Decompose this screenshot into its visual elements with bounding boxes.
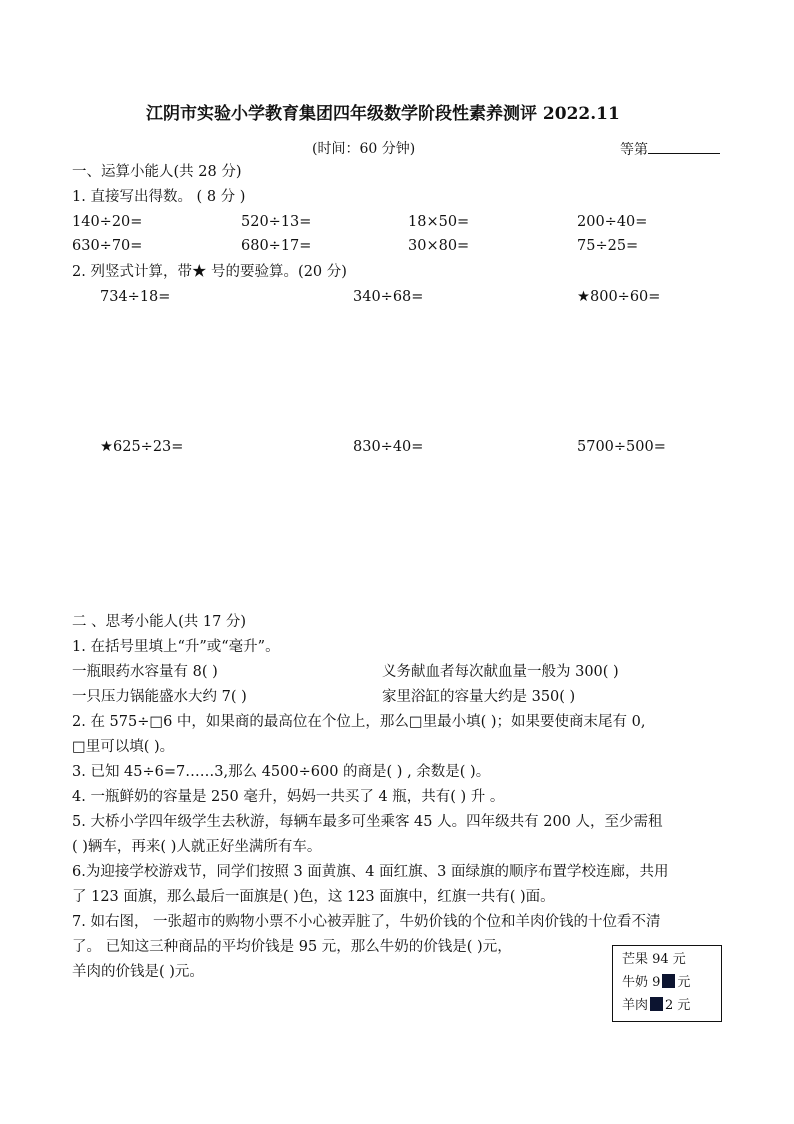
question-line: 6.为迎接学校游戏节，同学们按照 3 面黄旗、4 面红旗、3 面绿旗的顺序布置学校连廊，共用 <box>72 864 669 880</box>
section-2-heading: 二 、思考小能人(共 17 分) <box>72 614 247 630</box>
calc-item: 75÷25= <box>577 238 639 254</box>
vertical-calc-item: 830÷40= <box>353 439 424 455</box>
ink-blot-icon <box>662 974 675 988</box>
vertical-calc-item: 5700÷500= <box>577 439 666 455</box>
question-line: 义务献血者每次献血量一般为 300( ) <box>382 664 619 680</box>
shopping-receipt <box>612 945 722 1022</box>
grade-field[interactable] <box>620 139 720 160</box>
question-line: 了。 已知这三种商品的平均价钱是 95 元，那么牛奶的价钱是( )元， <box>72 939 512 955</box>
receipt-mutton-label: 羊肉 <box>622 998 649 1013</box>
receipt-mango: 芒果 94 元 <box>622 952 686 967</box>
question-line: 5. 大桥小学四年级学生去秋游，每辆车最多可坐乘客 45 人。四年级共有 200 人，至少需租 <box>72 814 663 830</box>
calc-item: 680÷17= <box>241 238 312 254</box>
q1-prompt: 1. 直接写出得数。 ( 8 分 ) <box>72 189 246 205</box>
grade-blank[interactable] <box>648 139 720 154</box>
question-line: 一瓶眼药水容量有 8( ) <box>72 664 218 680</box>
question-line: ( )辆车，再来( )人就正好坐满所有车。 <box>72 839 322 855</box>
calc-item: 520÷13= <box>241 214 312 230</box>
calc-item: 18×50= <box>408 214 470 230</box>
question-line: 1. 在括号里填上“升”或“毫升”。 <box>72 639 280 655</box>
receipt-milk-unit: 元 <box>677 975 691 990</box>
calc-item: 140÷20= <box>72 214 143 230</box>
section-1-heading: 一、运算小能人(共 28 分) <box>72 164 242 180</box>
receipt-mutton <box>622 997 690 1015</box>
question-line: 3. 已知 45÷6=7……3,那么 4500÷600 的商是( ) , 余数是( )。 <box>72 764 491 780</box>
vertical-calc-item: 734÷18= <box>100 289 171 305</box>
question-line: 2. 在 575÷□6 中，如果商的最高位在个位上，那么□里最小填( )；如果要使商末尾有 0, <box>72 714 646 730</box>
grade-label: 等第 <box>620 142 648 158</box>
vertical-calc-item: ★800÷60= <box>577 289 661 305</box>
q2-prompt: 2. 列竖式计算，带★ 号的要验算。(20 分) <box>72 264 347 280</box>
calc-item: 630÷70= <box>72 238 143 254</box>
vertical-calc-item: ★625÷23= <box>100 439 184 455</box>
question-line: 4. 一瓶鲜奶的容量是 250 毫升，妈妈一共买了 4 瓶，共有( ) 升 。 <box>72 789 505 805</box>
ink-blot-icon <box>650 997 663 1011</box>
vertical-calc-item: 340÷68= <box>353 289 424 305</box>
exam-time: (时间：60 分钟) <box>312 141 416 157</box>
receipt-milk-label: 牛奶 9 <box>622 975 661 990</box>
calc-item: 200÷40= <box>577 214 648 230</box>
page-title: 江阴市实验小学教育集团四年级数学阶段性素养测评 2022.11 <box>146 104 620 124</box>
receipt-milk <box>622 974 690 992</box>
question-line: 羊肉的价钱是( )元。 <box>72 964 204 980</box>
question-line: 7. 如右图， 一张超市的购物小票不小心被弄脏了，牛奶价钱的个位和羊肉价钱的十位看不清 <box>72 914 661 930</box>
calc-item: 30×80= <box>408 238 470 254</box>
question-line: 一只压力锅能盛水大约 7( ) <box>72 689 247 705</box>
question-line: 家里浴缸的容量大约是 350( ) <box>382 689 576 705</box>
question-line: □里可以填( )。 <box>72 739 175 755</box>
receipt-mutton-price: 2 元 <box>665 998 691 1013</box>
question-line: 了 123 面旗，那么最后一面旗是( )色，这 123 面旗中，红旗一共有( )面。 <box>72 889 555 905</box>
